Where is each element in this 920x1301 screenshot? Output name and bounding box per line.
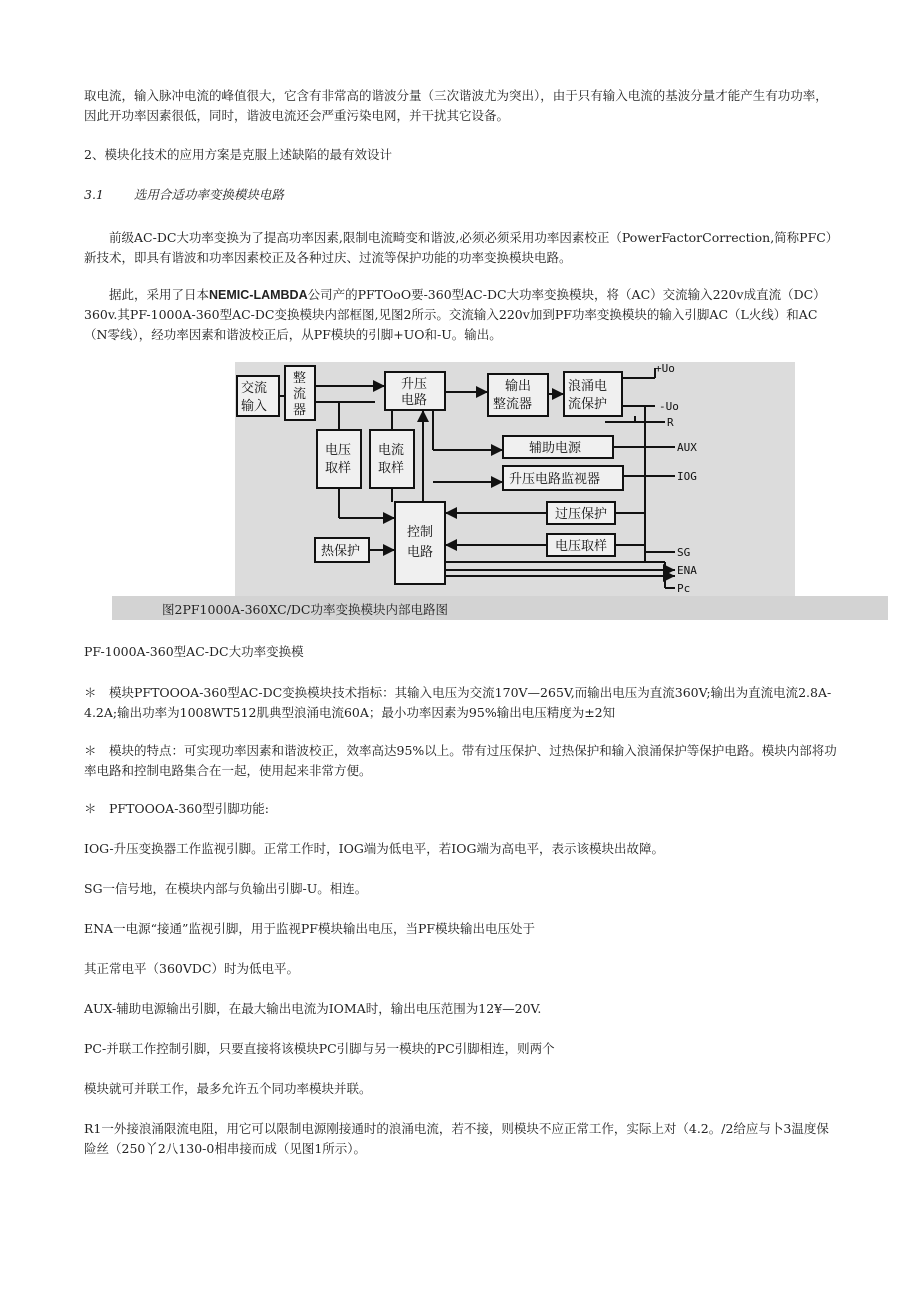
figure-caption-bar bbox=[112, 596, 888, 620]
pin-sg: SG bbox=[677, 546, 691, 559]
pin-minus-uo: -Uo bbox=[659, 400, 679, 413]
pin-r: R bbox=[667, 416, 674, 429]
pin-aux: AUX bbox=[677, 441, 697, 454]
control-circuit-block bbox=[395, 502, 445, 584]
paragraph-1: 取电流，输入脉冲电流的峰值很大，它含有非常高的谐波分量（三次谐波尤为突出），由于只有输入电流的基波分量才能产生有功功率，因此开功率因素很低，同时，谐波电流还会严重污染电网，并干扰其它设备。 bbox=[84, 88, 828, 123]
pin-ena: ENA bbox=[677, 564, 697, 577]
paragraph-15: 模块就可并联工作，最多允许五个同功率模块并联。 bbox=[84, 1081, 372, 1096]
label-boost-monitor: 升压电路监视器 bbox=[509, 472, 601, 487]
block-diagram-figure bbox=[112, 362, 888, 620]
label-is-1: 电流 bbox=[378, 443, 405, 458]
label-ac-input-2: 输入 bbox=[241, 399, 268, 414]
label-boost-1: 升压 bbox=[401, 377, 428, 392]
label-rect-1: 整 bbox=[293, 371, 307, 386]
label-ctrl-1: 控制 bbox=[407, 525, 434, 540]
paragraph-8: ＊ PFTOOOA-360型引脚功能: bbox=[84, 801, 269, 816]
label-vs-bottom: 电压取样 bbox=[555, 539, 608, 554]
current-sample-block bbox=[370, 430, 414, 488]
paragraph-11: ENA一电源“接通”监视引脚，用于监视PF模块输出电压，当PF模块输出电压处于 bbox=[84, 921, 536, 936]
label-surge-2: 流保护 bbox=[568, 397, 608, 412]
brand-name: NEMIC-LAMBDA bbox=[209, 288, 308, 302]
label-rect-3: 器 bbox=[293, 403, 307, 418]
figure-caption: 图2PF1000A-360XC/DC功率变换模块内部电路图 bbox=[162, 602, 448, 617]
section-heading-3-1 bbox=[84, 185, 840, 205]
paragraph-7: ＊ 模块的特点：可实现功率因素和谐波校正，效率高达95%以上。带有过压保护、过热保护和输入浪涌保护等保护电路。模块内部将功率电路和控制电路集合在一起，使用起来非常方便。 bbox=[84, 743, 837, 778]
label-outrect-1: 输出 bbox=[505, 379, 532, 394]
label-aux-power: 辅助电源 bbox=[529, 441, 582, 456]
pin-iog: IOG bbox=[677, 470, 697, 483]
paragraph-3: 前级AC-DC大功率变换为了提高功率因素,限制电流畸变和谐波,必须必须采用功率因素校正（PowerFactorCorrection,简称PFC）新技术，即具有谐波和功率因素校正及各种过庆、过流等保护功能的功率变换模块电路。 bbox=[84, 230, 839, 265]
label-vs-2: 取样 bbox=[325, 461, 352, 476]
label-ctrl-2: 电路 bbox=[407, 545, 434, 560]
paragraph-2: 2、模块化技术的应用方案是克服上述缺陷的最有效设计 bbox=[84, 147, 392, 162]
paragraph-5: PF-1000A-360型AC-DC大功率变换模 bbox=[84, 644, 304, 659]
paragraph-9: IOG-升压变换器工作监视引脚。正常工作时，IOG端为低电平，若IOG端为高电平，表示该模块出故障。 bbox=[84, 841, 664, 856]
label-ovp: 过压保护 bbox=[555, 507, 608, 522]
label-thermal: 热保护 bbox=[321, 544, 361, 559]
label-is-2: 取样 bbox=[378, 461, 405, 476]
paragraph-14: PC-并联工作控制引脚，只要直接将该模块PC引脚与另一模块的PC引脚相连，则两个 bbox=[84, 1041, 555, 1056]
label-outrect-2: 整流器 bbox=[493, 397, 533, 412]
paragraph-16: R1一外接浪涌限流电阻，用它可以限制电源刚接通时的浪涌电流，若不接，则模块不应正常工作，实际上对（4.2。/2给应与卜3温度保险丝（250丫2八130-0相串接而成（见图1所示）。 bbox=[84, 1121, 829, 1156]
diagram-canvas bbox=[235, 362, 795, 596]
paragraph-4-start: 据此，采用了日本 bbox=[109, 287, 210, 302]
paragraph-4 bbox=[84, 285, 840, 345]
voltage-sample-block bbox=[317, 430, 361, 488]
label-boost-2: 电路 bbox=[401, 393, 428, 408]
paragraph-13: AUX-辅助电源输出引脚，在最大输出电流为IOMA时，输出电压范围为12¥—20V. bbox=[84, 1001, 542, 1016]
section-title: 选用合适功率变换模块电路 bbox=[133, 187, 284, 202]
label-surge-1: 浪涌电 bbox=[568, 379, 608, 394]
section-number: 3.1 bbox=[84, 187, 104, 202]
pin-plus-uo: +Uo bbox=[655, 362, 675, 375]
diagram-svg bbox=[235, 362, 795, 596]
label-ac-input-1: 交流 bbox=[241, 381, 268, 396]
paragraph-6: ＊ 模块PFTOOOA-360型AC-DC变换模块技术指标：其输入电压为交流170V—265V,而输出电压为直流360V;输出为直流电流2.8A-4.2A;输出功率为1008WT512肌典型浪涌电流60A；最小功率因素为95%输出电压精度为±2知 bbox=[84, 685, 832, 720]
paragraph-12: 其正常电平（360VDC）时为低电平。 bbox=[84, 961, 299, 976]
paragraph-4-rest: 公司产的PFTOoO要-360型AC-DC大功率变换模块，将（AC）交流输入220v成直流（DC）360v.其PF-1000A-360型AC-DC变换模块内部框图,见图2所示。交流输入220v加到PF功率变换模块的输入引脚AC（L火线）和AC（N零线），经功率因素和谐波校正后，从PF模块的引脚+UO和-U。输出。 bbox=[84, 287, 826, 342]
pin-pc: Pc bbox=[677, 582, 691, 595]
label-vs-1: 电压 bbox=[325, 443, 352, 458]
paragraph-10: SG一信号地，在模块内部与负输出引脚-U。相连。 bbox=[84, 881, 368, 896]
label-rect-2: 流 bbox=[293, 387, 307, 402]
